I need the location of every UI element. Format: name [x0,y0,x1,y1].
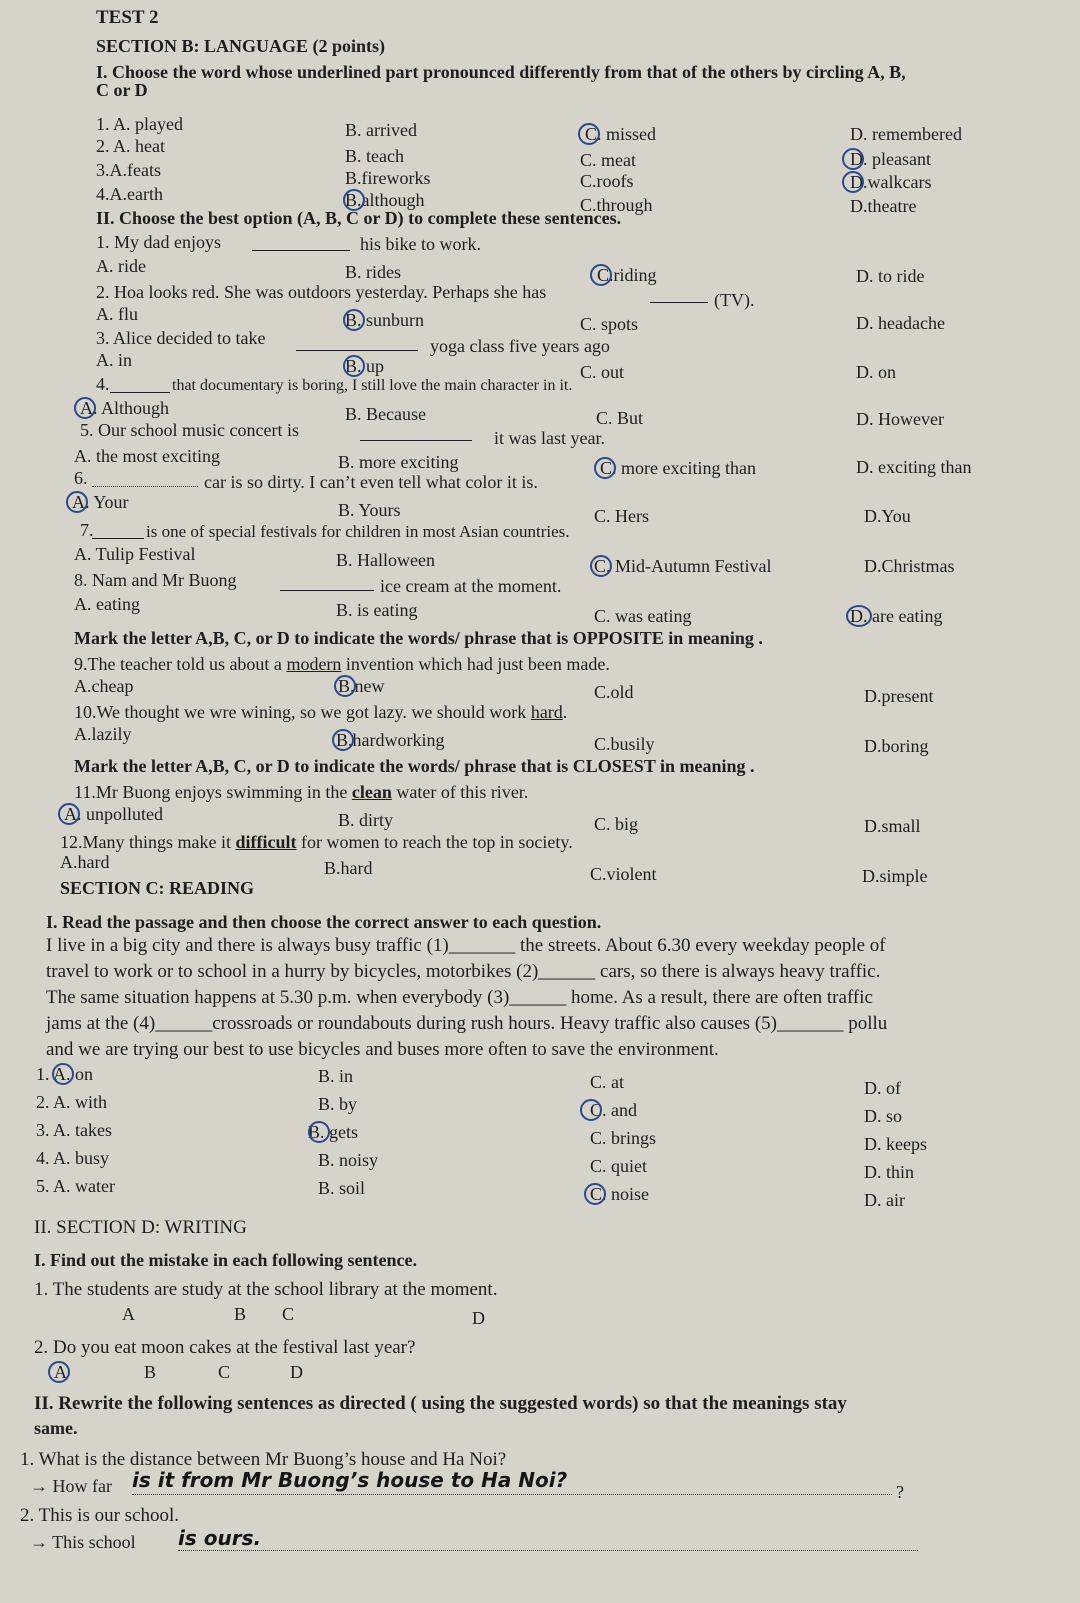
option-b: B. by [318,1094,358,1114]
option-d: D. on [856,362,896,382]
question-stem: his bike to work. [360,234,481,254]
question-stem: it was last year. [494,428,605,448]
option-b: B. rides [345,262,401,282]
option-a: A. Although [80,398,170,418]
option-b: B. noisy [318,1150,379,1170]
option-d: D.Christmas [864,556,955,576]
answer-circle [334,675,356,697]
option-a: A. unpolluted [64,804,163,824]
option-d: D.small [864,816,921,836]
answer-circle [66,491,88,513]
option-c: C. was eating [594,606,692,626]
answer-circle [308,1121,330,1143]
label-b: B [144,1362,157,1382]
answer-circle [584,1183,606,1205]
option-c: C. big [594,814,639,834]
section-b-ii-heading: II. Choose the best option (A, B, C or D) to complete these sentences. [96,208,622,228]
passage-line: travel to work or to school in a hurry by bicycles, motorbikes (2)______ cars, so there is always heavy traffic. [46,961,881,982]
option-b: B. in [318,1066,354,1086]
option-b: B.hard [324,858,373,878]
underlined-word: modern [286,654,342,674]
answer-blank [360,440,472,441]
option-b: B.new [338,676,385,696]
stem-part: 11.Mr Buong enjoys swimming in the [74,782,348,802]
option-c: C. But [596,408,644,428]
option-c: C. more exciting than [600,458,756,478]
passage-line: and we are trying our best to use bicycles and buses more often to save the environment. [46,1039,719,1060]
option-c: C. quiet [590,1156,647,1176]
option-b: B. Halloween [336,550,435,570]
option-b: B. dirty [338,810,394,830]
question-stem: 5. Our school music concert is [80,420,299,440]
option-d: D. air [864,1190,905,1210]
option-c: C.old [594,682,634,702]
option-a: 2. A. heat [96,136,165,156]
mistake-sentence: 1. The students are study at the school library at the moment. [34,1279,498,1300]
option-b: B. sunburn [345,310,425,330]
option-b: B.hardworking [336,730,445,750]
option-a: A. in [96,350,132,370]
option-c: C. Mid-Autumn Festival [594,556,772,576]
underlined-word: clean [351,782,392,802]
option-a: A. the most exciting [74,446,220,466]
question-stem: 1. My dad enjoys [96,232,221,252]
label-b: B [234,1304,247,1324]
option-c: C. Hers [594,506,649,526]
answer-circle [590,555,612,577]
rewrite-question: 1. What is the distance between Mr Buong’s house and Ha Noi? [20,1449,507,1470]
option-a: 3.A.feats [96,160,161,180]
question-stem: is one of special festivals for children in most Asian countries. [146,522,570,541]
answer-circle [846,605,872,627]
option-c: C.riding [597,265,657,285]
option-b: B.although [345,190,425,210]
stem-part: for women to reach the top in society. [300,832,573,852]
passage-line: The same situation happens at 5.30 p.m. when everybody (3)______ home. As a result, there are often traffic [46,987,873,1008]
question-stem: 2. Hoa looks red. She was outdoors yesterday. Perhaps she has [96,282,547,302]
option-d: D.You [864,506,911,526]
stem-part: invention which had just been made. [345,654,610,674]
closest-heading: Mark the letter A,B, C, or D to indicate the words/ phrase that is CLOSEST in meaning . [74,756,755,776]
option-d: D. remembered [850,124,962,144]
option-c: C. brings [590,1128,657,1148]
question-stem: car is so dirty. I can’t even tell what color it is. [204,472,538,492]
question-stem: (TV). [714,290,755,310]
option-a: A. flu [96,304,138,324]
question-stem: that documentary is boring, I still love the main character in it. [172,377,573,394]
answer-circle [343,309,365,331]
opposite-heading: Mark the letter A,B, C, or D to indicate the words/ phrase that is OPPOSITE in meaning . [74,628,763,648]
underlined-word: difficult [235,832,297,852]
option-a: A.lazily [74,724,132,744]
passage-line: I live in a big city and there is always busy traffic (1)_______ the streets. About 6.30 every weekday people of [46,935,886,956]
section-b-heading: SECTION B: LANGUAGE (2 points) [96,36,386,56]
question-stem: 7. [80,520,94,540]
question-stem: yoga class five years ago [430,336,610,356]
option-c: C.violent [590,864,657,884]
option-c: C.busily [594,734,655,754]
stem-part: 9.The teacher told us about a [74,654,282,674]
option-a: 4.A.earth [96,184,163,204]
answer-blank [650,302,708,303]
option-b: B. teach [345,146,404,166]
option-b: B. gets [308,1122,359,1142]
label-c: C [282,1304,295,1324]
option-d: D. pleasant [850,149,931,169]
question-stem [60,832,573,852]
option-b: B. up [345,356,385,376]
answer-line [132,1494,892,1495]
question-stem [74,702,567,722]
rewrite-instruction-1: II. Rewrite the following sentences as directed ( using the suggested words) so that the meanings stay [34,1393,847,1414]
option-a: 5. A. water [36,1176,115,1196]
option-d: D. of [864,1078,901,1098]
answer-blank [92,486,198,487]
option-c: C. spots [580,314,639,334]
rewrite-question: 2. This is our school. [20,1505,180,1526]
option-d: D.theatre [850,196,917,216]
option-c: C. at [590,1072,624,1092]
answer-circle [58,803,80,825]
option-b: B.fireworks [345,168,431,188]
option-c: C.through [580,195,653,215]
option-d: D. thin [864,1162,915,1182]
answer-circle [332,729,354,751]
option-c: C. and [590,1100,637,1120]
question-stem: 4. [96,374,110,394]
option-a: A. Tulip Festival [74,544,196,564]
question-stem: 6. [74,468,88,488]
mistake-sentence: 2. Do you eat moon cakes at the festival last year? [34,1337,416,1358]
option-a: 1. A. played [96,114,183,134]
option-b: B. Because [345,404,426,424]
answer-circle [74,397,96,419]
question-stem: 3. Alice decided to take [96,328,266,348]
option-a: 3. A. takes [36,1120,112,1140]
answer-circle [343,355,365,377]
option-d: D. to ride [856,266,925,286]
option-a: 4. A. busy [36,1148,110,1168]
answer-blank [92,538,144,539]
section-b-instruction-1: I. Choose the word whose underlined part pronounced differently from that of the others by circling A, B, [96,62,906,82]
handwritten-answer: is it from Mr Buong’s house to Ha Noi? [132,1468,568,1492]
stem-part: water of this river. [396,782,529,802]
rewrite-prompt: → This school [30,1532,136,1552]
answer-circle [842,148,864,170]
option-c: C. out [580,362,625,382]
label-d: D [290,1362,303,1382]
option-d: D. keeps [864,1134,927,1154]
section-d-heading: II. SECTION D: WRITING [34,1217,247,1238]
rewrite-end-mark: ? [896,1482,904,1502]
option-a: 2. A. with [36,1092,108,1112]
passage-line: jams at the (4)______crossroads or roundabouts during rush hours. Heavy traffic also causes (5)_______ pollu [46,1013,888,1034]
stem-part: . [562,702,568,722]
label-a: A [122,1304,135,1324]
option-b: B. more exciting [338,452,459,472]
option-a: 1. A. on [36,1064,94,1084]
label-a: A [54,1362,67,1382]
option-d: D.present [864,686,934,706]
label-d: D [472,1308,485,1328]
option-d: D. headache [856,313,945,333]
section-b-instruction-2: C or D [96,80,148,100]
option-d: D.walkcars [850,172,932,192]
option-d: D. exciting than [856,457,972,477]
option-d: D.simple [862,866,928,886]
option-a: A. Your [72,492,129,512]
option-a: A. ride [96,256,146,276]
question-stem [74,654,610,674]
option-d: D. However [856,409,944,429]
option-d: D. so [864,1106,903,1126]
stem-part: 10.We thought we wre wining, so we got lazy. we should work [74,702,527,722]
section-c-instruction: I. Read the passage and then choose the correct answer to each question. [46,912,602,932]
option-b: B. is eating [336,600,418,620]
answer-line [178,1550,918,1551]
section-c-heading: SECTION C: READING [60,878,255,898]
question-stem [74,782,528,802]
answer-circle [590,264,612,286]
answer-circle [578,123,600,145]
option-c: C. noise [590,1184,650,1204]
answer-circle [594,457,616,479]
option-c: C.roofs [580,171,634,191]
answer-blank [296,350,418,351]
answer-blank [252,250,350,251]
answer-circle [842,171,864,193]
option-a: A.cheap [74,676,134,696]
option-c: C. meat [580,150,636,170]
answer-blank [280,590,374,591]
handwritten-answer: is ours. [178,1526,262,1550]
option-b: B. soil [318,1178,366,1198]
option-b: B. Yours [338,500,401,520]
section-d-instruction: I. Find out the mistake in each following sentence. [34,1250,418,1270]
question-stem: 8. Nam and Mr Buong [74,570,237,590]
option-a: A.hard [60,852,110,872]
option-c: C. missed [585,124,657,144]
underlined-word: hard [530,702,563,722]
rewrite-instruction-2: same. [34,1418,78,1438]
option-b: B. arrived [345,120,417,140]
option-d: D.boring [864,736,929,756]
answer-circle [580,1099,602,1121]
option-d: D. are eating [850,606,943,626]
answer-circle [48,1361,70,1383]
question-stem: ice cream at the moment. [380,576,562,596]
test-title: TEST 2 [96,7,159,28]
stem-part: 12.Many things make it [60,832,231,852]
option-a: A. eating [74,594,140,614]
rewrite-prompt: → How far [30,1476,112,1496]
answer-blank [110,392,170,393]
answer-circle [52,1063,74,1085]
label-c: C [218,1362,231,1382]
